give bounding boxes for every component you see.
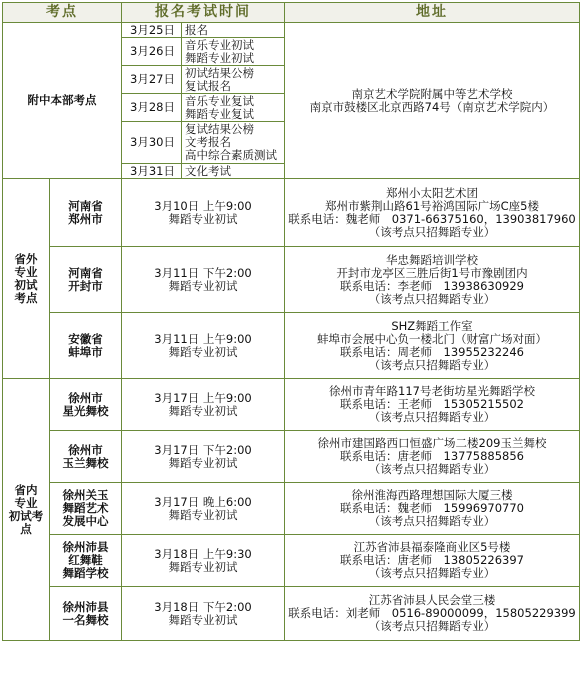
site-name: 徐州市 玉兰舞校 (50, 431, 122, 483)
site-time: 3月18日 上午9:30 舞蹈专业初试 (122, 535, 285, 587)
schedule-date: 3月28日 (122, 94, 182, 122)
site-time: 3月11日 上午9:00 舞蹈专业初试 (122, 313, 285, 379)
header-time: 报名考试时间 (122, 3, 285, 23)
site-time: 3月11日 下午2:00 舞蹈专业初试 (122, 247, 285, 313)
header-venue: 考点 (3, 3, 122, 23)
main-address: 南京艺术学院附属中等艺术学校 南京市鼓楼区北京西路74号（南京艺术学院内） (285, 23, 580, 179)
schedule-date: 3月31日 (122, 164, 182, 179)
site-address: 江苏省沛县人民会堂三楼 联系电话：刘老师 0516-89000099，15805229399 （该考点只招舞蹈专业） (285, 587, 580, 641)
schedule-event: 报名 (182, 23, 285, 38)
site-time: 3月17日 上午9:00 舞蹈专业初试 (122, 379, 285, 431)
site-name: 徐州关玉 舞蹈艺术 发展中心 (50, 483, 122, 535)
site-time: 3月17日 下午2:00 舞蹈专业初试 (122, 431, 285, 483)
site-address: 徐州淮海西路理想国际大厦三楼 联系电话：魏老师 15996970770 （该考点只招舞蹈专业） (285, 483, 580, 535)
site-name: 河南省 开封市 (50, 247, 122, 313)
main-venue-label: 附中本部考点 (3, 23, 122, 179)
site-name: 安徽省 蚌埠市 (50, 313, 122, 379)
site-name: 徐州沛县 红舞鞋 舞蹈学校 (50, 535, 122, 587)
site-address: 徐州市建国路西口恒盛广场二楼209玉兰舞校 联系电话：唐老师 13775885856 （该考点只招舞蹈专业） (285, 431, 580, 483)
site-time: 3月10日 上午9:00 舞蹈专业初试 (122, 179, 285, 247)
schedule-event: 音乐专业初试 舞蹈专业初试 (182, 38, 285, 66)
schedule-event: 初试结果公榜 复试报名 (182, 66, 285, 94)
site-time: 3月18日 下午2:00 舞蹈专业初试 (122, 587, 285, 641)
in-province-category: 省内 专业 初试考 点 (3, 379, 50, 641)
site-address: 江苏省沛县福泰隆商业区5号楼 联系电话：唐老师 13805226397 （该考点只招舞蹈专业） (285, 535, 580, 587)
site-address: 徐州市青年路117号老街坊星光舞蹈学校 联系电话：王老师 15305215502 （该考点只招舞蹈专业） (285, 379, 580, 431)
header-address: 地址 (285, 3, 580, 23)
exam-venue-table (2, 2, 580, 641)
site-name: 徐州市 星光舞校 (50, 379, 122, 431)
site-name: 河南省 郑州市 (50, 179, 122, 247)
site-address: SHZ舞蹈工作室 蚌埠市会展中心负一楼北门（财富广场对面） 联系电话：周老师 13955232246 （该考点只招舞蹈专业） (285, 313, 580, 379)
schedule-event: 复试结果公榜 文考报名 高中综合素质测试 (182, 122, 285, 164)
schedule-date: 3月26日 (122, 38, 182, 66)
site-name: 徐州沛县 一名舞校 (50, 587, 122, 641)
schedule-event: 文化考试 (182, 164, 285, 179)
schedule-event: 音乐专业复试 舞蹈专业复试 (182, 94, 285, 122)
out-province-category: 省外 专业 初试 考点 (3, 179, 50, 379)
site-address: 郑州小太阳艺术团 郑州市紫荆山路61号裕鸿国际广场C座5楼 联系电话：魏老师 0371-66375160，13903817960 （该考点只招舞蹈专业） (285, 179, 580, 247)
schedule-date: 3月30日 (122, 122, 182, 164)
site-time: 3月17日 晚上6:00 舞蹈专业初试 (122, 483, 285, 535)
schedule-date: 3月27日 (122, 66, 182, 94)
schedule-date: 3月25日 (122, 23, 182, 38)
site-address: 华忠舞蹈培训学校 开封市龙亭区三胜后街1号市豫剧团内 联系电话：李老师 13938630929 （该考点只招舞蹈专业） (285, 247, 580, 313)
